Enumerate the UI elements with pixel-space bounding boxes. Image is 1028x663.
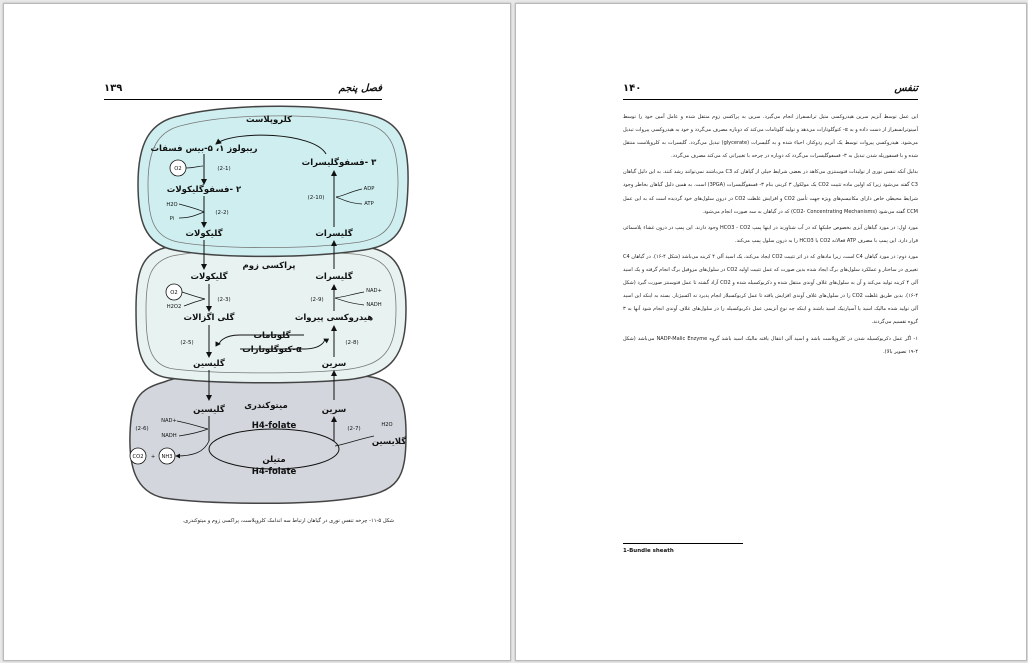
code-2-8: (2-8) <box>345 340 359 346</box>
pi-label: Pi <box>169 216 175 222</box>
glycolate-chloroplast-label: گلیکولات <box>185 229 223 239</box>
hydroxypyruvate-label: هیدروکسی پیروات <box>294 313 374 323</box>
code-2-7: (2-7) <box>347 426 361 432</box>
rubp-label: ریبولوز ۱، ۵-بیس فسفات <box>150 144 258 154</box>
pga-label: ۳ -فسفوگلیسرات <box>301 158 377 168</box>
code-2-10: (2-10) <box>307 195 325 201</box>
h2o2-label: H2O2 <box>166 304 182 310</box>
serine-water-label: گلایسین <box>371 437 407 447</box>
serine-peroxisome-label: سرین <box>321 359 347 369</box>
nadh-mitochondrion-label: NADH <box>161 433 177 439</box>
mitochondrion-label: میتوکندری <box>244 401 288 411</box>
body-text <box>623 111 918 362</box>
paragraph-3: مورد اول: در مورد گیاهان آبزی بخصوص جلبکها که در آب شناورند در اینها پمپ HCO3 - CO2 وجود دارند. این پمپ در درون غشاء پلاسمائی قرار دارد. این پمپ با مصرف ATP فعالانه CO2 یا HCO3 را به درون سلول پمپ می‌کند. <box>623 224 918 244</box>
serine-mitochondrion-label: سرین <box>321 405 347 415</box>
code-2-9: (2-9) <box>310 297 324 303</box>
footnote-divider <box>623 543 743 544</box>
photorespiration-diagram <box>4 4 510 660</box>
glycine-mitochondrion-label: گلیسین <box>193 405 225 415</box>
left-page-number: ۱۳۹ <box>104 83 123 94</box>
code-2-6: (2-6) <box>135 426 149 432</box>
right-page-header <box>623 81 918 100</box>
code-2-3: (2-3) <box>217 297 231 303</box>
nh3-label: NH3 <box>161 454 173 460</box>
glycerate-chloroplast-label: گلیسرات <box>315 229 353 239</box>
code-2-5: (2-5) <box>180 340 194 346</box>
nadh-peroxisome-label: NADH <box>366 302 382 308</box>
code-2-1: (2-1) <box>217 166 231 172</box>
left-page <box>3 3 511 661</box>
o2-label-1: O2 <box>174 166 182 172</box>
footnote: 1-Bundle sheath <box>623 548 674 554</box>
glycerate-peroxisome-label: گلیسرات <box>315 272 353 282</box>
glycolate-peroxisome-label: گلیکولات <box>190 272 228 282</box>
right-page-number: ۱۴۰ <box>623 83 642 94</box>
figure-caption: شکل ۵-۱۱- چرخه تنفس نوری در گیاهان ارتباط سه اندامک کلروپلاست، پراکسی زوم و میتوکندری. <box>182 518 394 524</box>
paragraph-4: مورد دوم: در مورد گیاهان C4 است، زیرا مادهای که در اثر تثبیت CO2 ایجاد می‌کند، یک اسید آلی ۴ کربنه می‌باشد (شکل ۴-۱۶). در گیاهان C4 تغییری در ساختار و عملکرد سلول‌های برگ ایجاد شده بدین صورت که عمل تثبیت اولیه CO2 در سلول‌های مزوفیل برگ انجام گرفته و یک اسید آلی ۴ کربنه تولید می‌کند و آن به سلول‌های غلاف آوندی منتقل شده و دکربوکسیله شده و CO2 آزاد گشته تا عمل فتوسنتز صورت گیرد (شکل ۴-۱۶). بدین طریق غلظت CO2 را در سلول‌های غلاف آوندی افزایش یافته تا عمل کربوکسیلاز انجام پذیرد نه اکسیژناز. بسته به اینکه این اسید آلی تولید شده مالیک اسید یا آسپارتیک اسید باشند و اینکه چه نوع آنزیمی عمل دکربوکسیله را در سلول‌های غلاف آوندی انجام شود آنها به ۳ گروه تقسیم می‌گردند. <box>623 253 918 326</box>
chloroplast-region <box>138 106 408 256</box>
peroxisome-label: پراکسی زوم <box>242 261 296 271</box>
right-page <box>515 3 1027 661</box>
atp-label: ATP <box>364 201 374 207</box>
h2o-label-1: H2O <box>166 202 178 208</box>
plus-sign: + <box>150 454 156 460</box>
glutamate-label: گلوتامات <box>253 331 291 341</box>
h4folate-label: H4-folate <box>251 421 297 431</box>
ketoglutarate-label: α-کتوگلوتارات <box>242 345 302 355</box>
methylene-folate-label: H4-folate <box>251 467 297 477</box>
glyoxylate-label: گلی اگزالات <box>183 313 235 323</box>
right-chapter-title: تنفس <box>894 83 918 94</box>
nad-peroxisome-label: NAD+ <box>366 288 382 294</box>
adp-label: ADP <box>363 186 375 192</box>
chloroplast-label: کلروپلاست <box>246 115 292 125</box>
co2-label: CO2 <box>132 454 144 460</box>
glycine-peroxisome-label: گلیسین <box>193 359 225 369</box>
code-2-2: (2-2) <box>215 210 229 216</box>
paragraph-1: این عمل توسط آنزیم سرین هیدروکسی متیل ترانسفراز انجام می‌گیرد. سرین به پراکسی زوم منتقل شده و عامل آمین خود را توسط آمینوترانسفراز از دست داده و به α- کتوگلوتارات می‌دهد و تولید گلوتامات می‌کند که دوباره مصرف می‌گردد و خود به هیدروکسی پیروات تبدیل می‌شود. هیدروکسی پیروات توسط یک آنزیم ردوکتاز، احیاء شده و به گلیسرات (glycerate) تبدیل می‌گردد. گلیسرات به کلروپلاست منتقل شده و با فسفوریله شدن تبدیل به ۳- فسفوگلیسرات می‌گردد که دوباره در چرخه با تغییراتی که می‌کند مصرف می‌گردد. <box>623 114 918 160</box>
o2-label-2: O2 <box>170 290 178 296</box>
p-glycolate-label: ۲ -فسفوگلیکولات <box>166 185 242 195</box>
nad-mitochondrion-label: NAD+ <box>161 418 177 424</box>
paragraph-5: ۱- اگر عمل دکربوکسیله شدن در کلروپلاست باشد و اسید آلی انتقال یافته مالیک اسید باشد گروه NADP-Malic Enzyme می‌باشد (شکل ۴-۱۹ تصویر بالا). <box>623 335 918 355</box>
methylene-label: متیلن <box>262 455 286 465</box>
left-chapter-title: فصل پنجم <box>338 83 382 94</box>
water-label: H2O <box>381 422 393 428</box>
paragraph-2: بدلیل آنکه تنفس نوری از تولیدات فتوسنتزی می‌کاهد در بعضی شرایط خیلی از گیاهان که C3 می‌باشند نمی‌توانند رشد کنند. به این دلیل گیاهان C3 گفته می‌شود زیرا که اولین ماده تثبیت CO2 یک مولکول ۳ کربنی بنام ۳- فسفوگلیسرات (3PGA) است. به همین دلیل گیاهان بخاطر وجود شرایط محیطی خاص دارای مکانیسم‌های ویژه جهت تأمین CO2 و افزایش غلظت CO2 در درون سلول‌های خود گردیده است که به این عمل CCM گفته می‌شود (CO2- Concentrating Mechanisms) که در گیاهان به سه صورت انجام می‌شود. <box>623 169 918 215</box>
